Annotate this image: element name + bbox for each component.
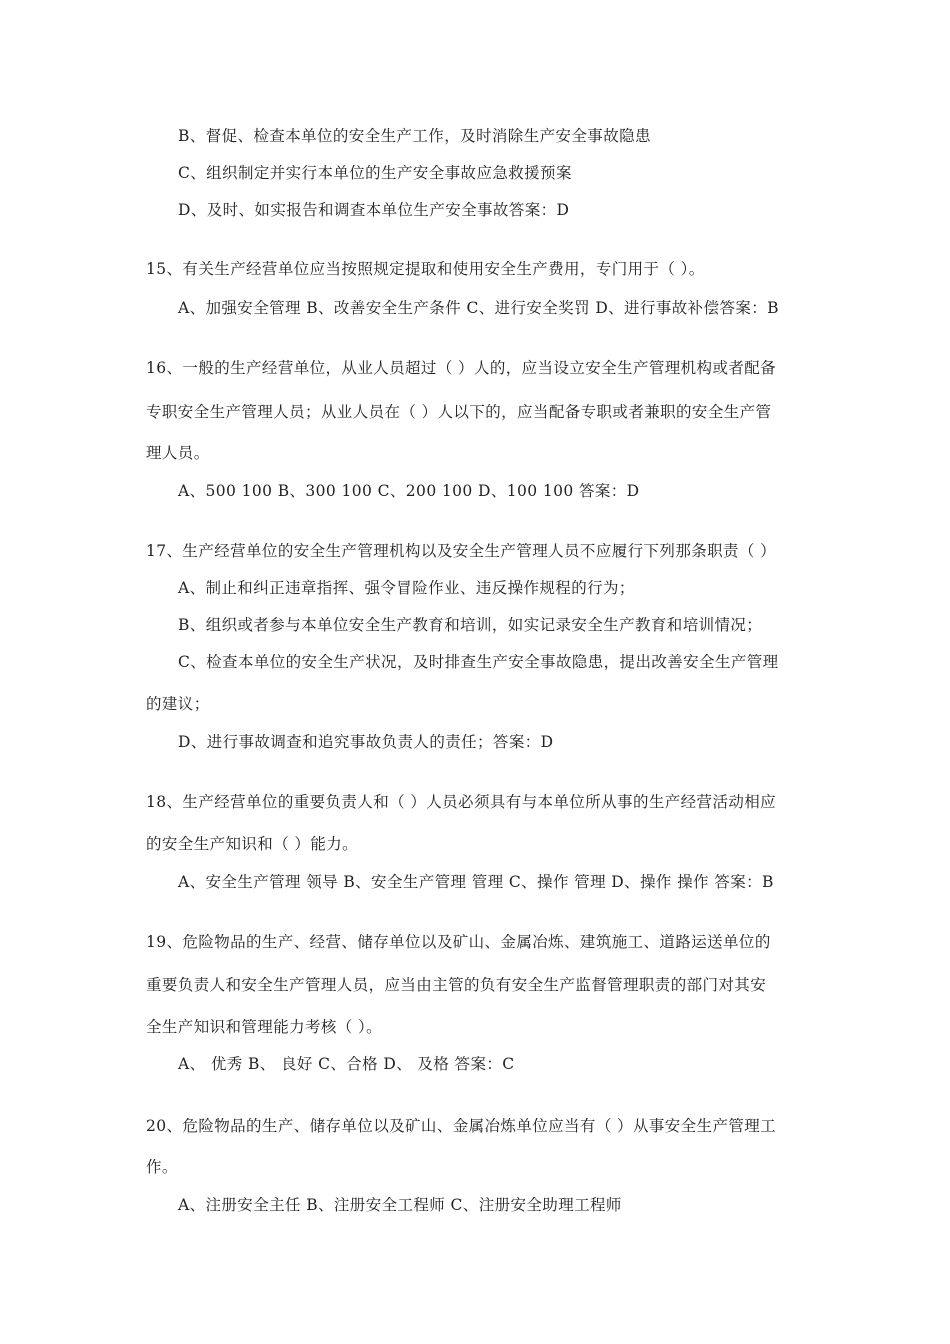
option-line: C、组织制定并实行本单位的生产安全事故应急救援预案 (178, 164, 572, 182)
question-20: 20、危险物品的生产、储存单位以及矿山、金属冶炼单位应当有（ ）从事安全生产管理工 (146, 1117, 777, 1135)
question-20-continued: 作。 (146, 1158, 178, 1176)
question-19: 19、危险物品的生产、经营、储存单位以及矿山、金属冶炼、建筑施工、道路运送单位的 (146, 933, 771, 951)
question-19-continued: 重要负责人和安全生产管理人员，应当由主管的负有安全生产监督管理职责的部门对其安 (146, 976, 767, 994)
question-15: 15、有关生产经营单位应当按照规定提取和使用安全生产费用，专门用于（ ）。 (146, 260, 705, 278)
question-17: 17、生产经营单位的安全生产管理机构以及安全生产管理人员不应履行下列那条职责（ ） (146, 542, 777, 560)
option-line: C、检查本单位的安全生产状况，及时排查生产安全事故隐患，提出改善安全生产管理 (178, 653, 779, 671)
question-16-continued: 专职安全生产管理人员；从业人员在（ ）人以下的，应当配备专职或者兼职的安全生产管 (146, 403, 772, 421)
option-line-continued: 的建议； (146, 695, 210, 713)
option-line: A、制止和纠正违章指挥、强令冒险作业、违反操作规程的行为； (178, 579, 635, 597)
question-19-continued: 全生产知识和管理能力考核（ ）。 (146, 1018, 383, 1036)
option-line: B、督促、检查本单位的安全生产工作，及时消除生产安全事故隐患 (178, 127, 651, 145)
option-line: A、 优秀 B、 良好 C、合格 D、 及格 答案：C (178, 1055, 515, 1073)
question-18: 18、生产经营单位的重要负责人和（ ）人员必须具有与本单位所从事的生产经营活动相应 (146, 793, 777, 811)
option-line: D、进行事故调查和追究事故负责人的责任；答案：D (178, 733, 554, 751)
question-16-continued: 理人员。 (146, 444, 210, 462)
question-18-continued: 的安全生产知识和（ ）能力。 (146, 835, 359, 853)
option-line: B、组织或者参与本单位安全生产教育和培训，如实记录安全生产教育和培训情况； (178, 616, 763, 634)
option-line: A、500 100 B、300 100 C、200 100 D、100 100 答案：D (178, 482, 640, 500)
option-line: A、注册安全主任 B、注册安全工程师 C、注册安全助理工程师 (178, 1196, 622, 1214)
question-16: 16、一般的生产经营单位，从业人员超过（ ）人的，应当设立安全生产管理机构或者配备 (146, 359, 777, 377)
option-line: D、及时、如实报告和调查本单位生产安全事故答案：D (178, 201, 570, 219)
option-line: A、安全生产管理 领导 B、安全生产管理 管理 C、操作 管理 D、操作 操作 答案：B (178, 873, 774, 891)
option-line: A、加强安全管理 B、改善安全生产条件 C、进行安全奖罚 D、进行事故补偿答案：B (178, 299, 779, 317)
